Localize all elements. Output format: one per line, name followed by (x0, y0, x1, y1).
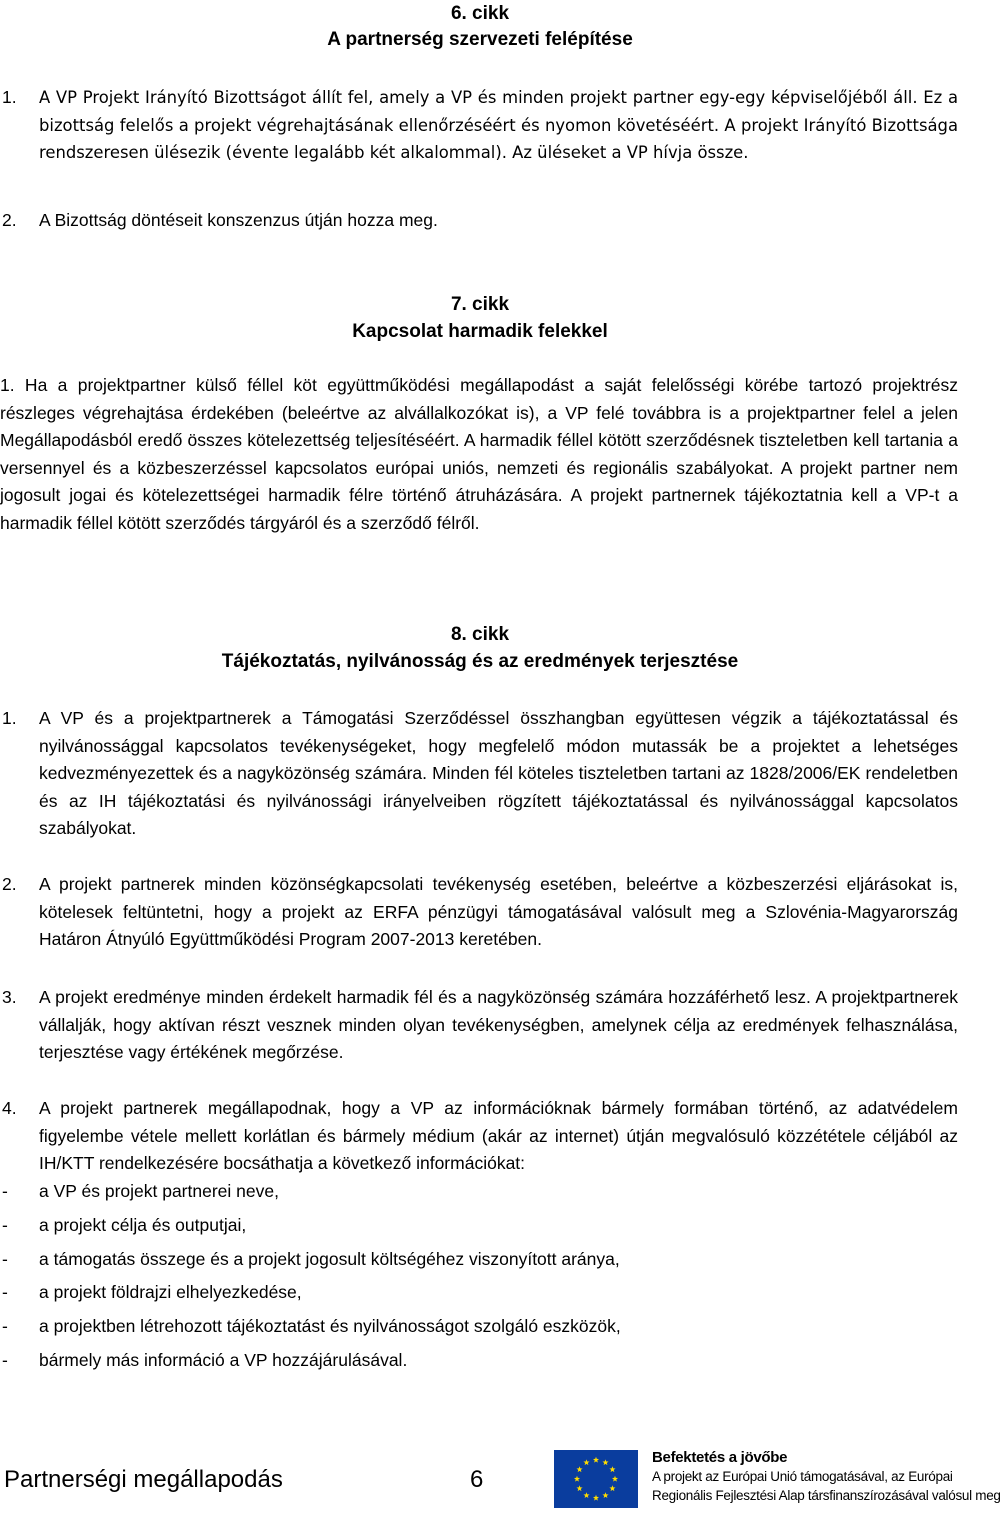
article-8-paragraph-3 (0, 984, 958, 1067)
list-item-text: a projekt célja és outputjai, (39, 1215, 247, 1235)
list-dash: - (2, 1282, 8, 1302)
paragraph-text: A projekt partnerek megállapodnak, hogy a VP az információknak bármely formában történő, az adatvédelem figyelembe vétele mellett korlátlan és bármely médium (akár az internet) útján megvalósuló közzététele céljából az IH/KTT rendelkezésére bocsáthatja a következő információkat: (39, 1098, 958, 1173)
paragraph-text: 1. Ha a projektpartner külső féllel köt együttműködési megállapodást a saját felelősségi körébe tartozó projektrész részleges végrehajtása érdekében (beleértve az alvállalkozókat is), a VP felé továbbra is a projektpartner felel a jelen Megállapodásból eredő összes kötelezettség teljesítéséért. A harmadik féllel kötött szerződésnek tiszteletben kell tartania a versennyel és a közbeszerzéssel kapcsolatos európai uniós, nemzeti és regionális szabályokat. A projekt partner nem jogosult jogai és kötelezettségei harmadik félre történő átruházására. A projekt partnernek tájékoztatnia kell a VP-t a harmadik féllel kötött szerződés tárgyáról és a szerződő félről. (0, 375, 958, 533)
list-item-text: a projektben létrehozott tájékoztatást és nyilvánosságot szolgáló eszközök, (39, 1316, 621, 1336)
paragraph-number: 4. (2, 1098, 17, 1118)
list-item-text: a támogatás összege és a projekt jogosult költségéhez viszonyított aránya, (39, 1249, 620, 1269)
paragraph-text: A projekt eredménye minden érdekelt harmadik fél és a nagyközönség számára hozzáférhető lesz. A projektpartnerek vállalják, hogy aktívan részt vesznek minden olyan tevékenységben, amelynek célja az eredmények felhasználása, terjesztése vagy értékének megőrzése. (39, 987, 958, 1062)
paragraph-number: 2. (2, 874, 17, 894)
article-8-paragraph-1 (0, 705, 958, 843)
paragraph-text: A Bizottság döntéseit konszenzus útján hozza meg. (39, 210, 438, 230)
footer-page-number: 6 (470, 1466, 484, 1493)
article-7-title: Kapcsolat harmadik felekkel (352, 321, 608, 342)
article-8-paragraph-2 (0, 871, 958, 954)
paragraph-text: A projekt partnerek minden közönségkapcsolati tevékenység esetében, beleértve a közbeszerzési eljárásokat is, kötelesek feltüntetni, hogy a projekt az ERFA pénzügyi támogatásával valósult meg a Szlovénia-Magyarország Határon Átnyúló Együttműködési Program 2007-2013 keretében. (39, 874, 958, 949)
paragraph-text: A VP és a projektpartnerek a Támogatási Szerződéssel összhangban együttesen végzik a tájékoztatással és nyilvánossággal kapcsolatos tevékenységeket, hogy megfelelő módon mutassák be a projektet a lehetséges kedvezményezettek és a nagyközönség számára. Minden fél köteles tiszteletben tartani az 1828/2006/EK rendeletben és az IH tájékoztatási és nyilvánossági irányelveiben rögzített tájékoztatással és nyilvánossággal kapcsolatos szabályokat. (39, 708, 958, 838)
eu-slogan: Befektetés a jövőbe (652, 1449, 788, 1466)
list-dash: - (2, 1215, 8, 1235)
eu-flag-icon (554, 1450, 638, 1508)
paragraph-number: 1. (2, 87, 17, 107)
paragraph-number: 2. (2, 210, 17, 230)
article-7-paragraph-1 (0, 372, 958, 537)
article-7-number: 7. cikk (450, 294, 510, 315)
article-6-paragraph-2 (0, 207, 958, 235)
list-item-text: a VP és projekt partnerei neve, (39, 1181, 279, 1201)
eu-funding-notice (652, 1448, 1001, 1505)
list-dash: - (2, 1316, 8, 1336)
eu-notice-line-2: Regionális Fejlesztési Alap társfinanszírozásával valósul meg (652, 1488, 1001, 1503)
article-8-title: Tájékoztatás, nyilvánosság és az eredmények terjesztése (221, 651, 739, 672)
list-item-text: a projekt földrajzi elhelyezkedése, (39, 1282, 302, 1302)
footer-document-title: Partnerségi megállapodás (4, 1466, 283, 1493)
paragraph-number: 3. (2, 987, 17, 1007)
article-6-title: A partnerség szervezeti felépítése (327, 29, 633, 50)
paragraph-text: A VP Projekt Irányító Bizottságot állít fel, amely a VP és minden projekt partner egy-egy képviselőjéből áll. Ez a bizottság felelős a projekt végrehajtásának ellenőrzéséért és nyomon követéséért. A projekt Irányító Bizottsága rendszeresen ülésezik (évente legalább két alkalommal). Az üléseket a VP hívja össze. (39, 88, 958, 162)
list-dash: - (2, 1350, 8, 1370)
paragraph-number: 1. (2, 708, 17, 728)
article-6-paragraph-1 (0, 84, 958, 167)
list-dash: - (2, 1249, 8, 1269)
list-item-text: bármely más információ a VP hozzájárulásával. (39, 1350, 408, 1370)
list-dash: - (2, 1181, 8, 1201)
article-6-number: 6. cikk (450, 3, 510, 24)
article-8-number: 8. cikk (450, 624, 510, 645)
article-8-paragraph-4 (0, 1095, 958, 1178)
eu-notice-line-1: A projekt az Európai Unió támogatásával, az Európai (652, 1469, 953, 1484)
